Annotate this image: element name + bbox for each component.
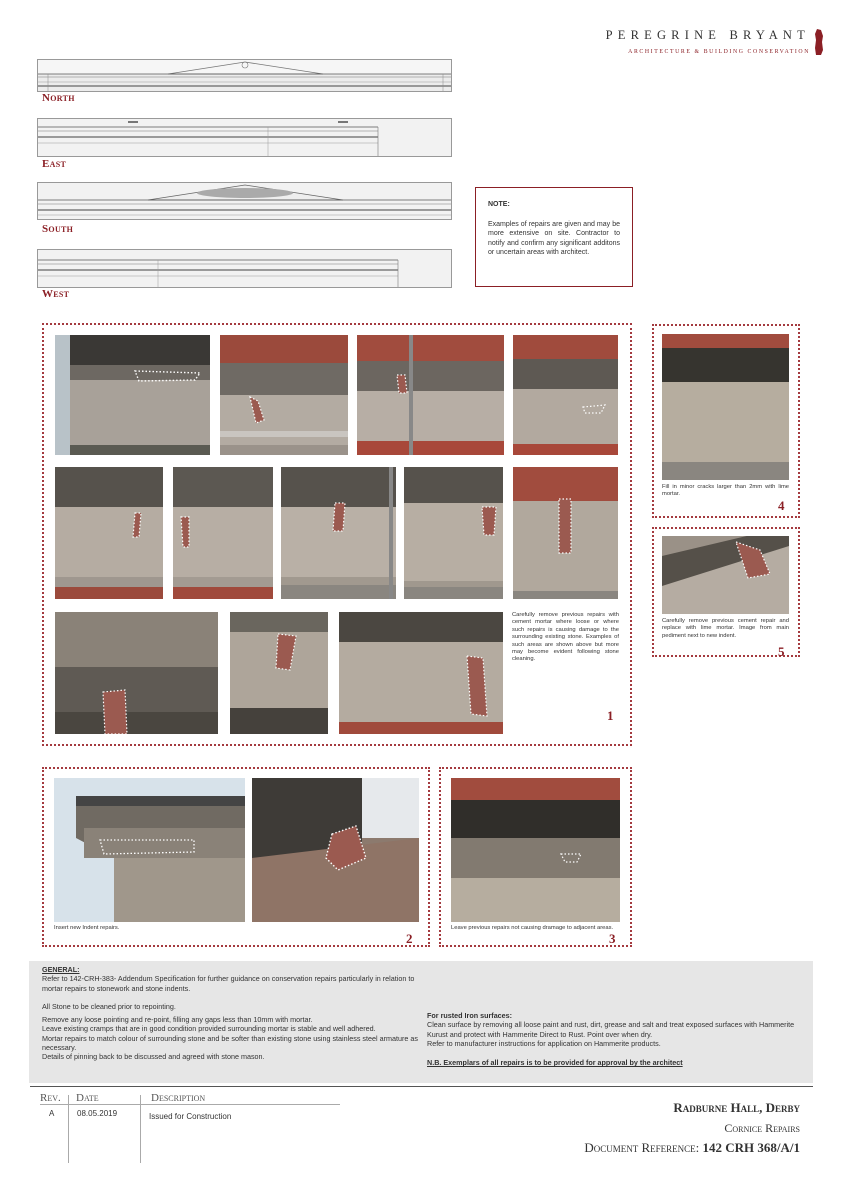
- iron-heading: For rusted Iron surfaces:: [427, 1011, 513, 1020]
- panel-1-number: 1: [607, 708, 614, 723]
- iron-line: Clean surface by removing all loose paint and rust, dirt, grease and salt and treat exposed surfaces with Hammerite Kurust and protect with Hammerite Direct to Rust. Point over when dry.: [427, 1020, 795, 1039]
- repair-photo: [513, 335, 618, 455]
- note-heading: NOTE:: [488, 201, 510, 208]
- iron-line: Refer to manufacturer instructions for application on Hammerite products.: [427, 1038, 661, 1048]
- south-label: South: [42, 223, 74, 235]
- general-line: Mortar repairs to match colour of surrounding stone and be softer than existing stone using stainless steel armature as necessary.: [42, 1033, 418, 1053]
- drawing-title: Cornice Repairs: [724, 1121, 800, 1135]
- west-label: West: [42, 288, 70, 300]
- date-heading: Date: [76, 1092, 99, 1104]
- panel-5-caption: Carefully remove previous cement repair and replace with lime mortar. Image from main pediment next to new indent.: [662, 618, 789, 639]
- general-heading: GENERAL:: [42, 965, 80, 974]
- general-notes: [29, 961, 813, 1083]
- south-elevation-drawing: [37, 182, 452, 220]
- general-line: Refer to 142-CRH-383- Addendum Specification for further guidance on conservation repairs particularly in relation to mortar repairs to stonework and stone indents.: [42, 974, 415, 993]
- brand-name: PEREGRINE BRYANT: [605, 28, 810, 42]
- west-elevation-drawing: [37, 249, 452, 288]
- panel-4-caption: Fill in minor cracks larger than 2mm with lime mortar.: [662, 484, 789, 498]
- repair-photo: [662, 536, 789, 614]
- date-value: 08.05.2019: [77, 1109, 118, 1118]
- general-line: Leave existing cramps that are in good condition provided surrounding mortar is stable and well adhered.: [42, 1024, 376, 1034]
- brand-block: [606, 28, 810, 55]
- north-label: North: [42, 92, 75, 104]
- general-line: All Stone to be cleaned prior to repointing.: [42, 1001, 176, 1011]
- repair-photo: [451, 778, 620, 922]
- falcon-logo-icon: [814, 28, 824, 56]
- repair-photo: [54, 778, 245, 922]
- repair-photo: [357, 335, 504, 455]
- repair-photo: [281, 467, 396, 599]
- repair-photo: [55, 467, 163, 599]
- note-box: [475, 187, 633, 287]
- panel-1-caption: Carefully remove previous repairs with cement mortar where loose or where such repairs is causing damage to the surrounding existing stone. Examples of such areas are shown above but more may become evident following stone cleaning.: [512, 612, 619, 663]
- panel-2-number: 2: [406, 931, 413, 946]
- column-divider: [140, 1095, 141, 1163]
- repair-photo: [252, 778, 419, 922]
- panel-3-number: 3: [609, 931, 616, 946]
- titleblock-header-rule: [40, 1104, 340, 1105]
- repair-photo: [220, 335, 348, 455]
- nb-note: N.B. Exemplars of all repairs is to be provided for approval by the architect: [427, 1058, 683, 1068]
- repair-photo: [55, 335, 210, 455]
- brand-tagline: ARCHITECTURE & BUILDING CONSERVATION: [628, 49, 810, 55]
- repair-photo: [662, 334, 789, 480]
- panel-5-number: 5: [778, 644, 785, 659]
- column-divider: [68, 1095, 69, 1163]
- rev-heading: Rev.: [40, 1092, 61, 1104]
- repair-photo: [513, 467, 618, 599]
- east-label: East: [42, 158, 67, 170]
- description-value: Issued for Construction: [149, 1112, 232, 1121]
- repair-photo: [404, 467, 503, 599]
- titleblock-divider: [30, 1086, 813, 1087]
- repair-photo: [230, 612, 328, 734]
- note-body: Examples of repairs are given and may be more extensive on site. Contractor to notify and confirm any significant additons or uncertain areas with architect.: [488, 221, 620, 256]
- repair-photo: [339, 612, 503, 734]
- panel-3-caption: Leave previous repairs not causing dramage to adjacent areas.: [451, 925, 614, 931]
- general-line: Details of pinning back to be discussed and agreed with stone mason.: [42, 1052, 265, 1062]
- description-heading: Description: [151, 1092, 206, 1104]
- east-elevation-drawing: [37, 118, 452, 157]
- document-reference-value: 142 CRH 368/A/1: [702, 1140, 800, 1155]
- document-reference: [584, 1140, 800, 1156]
- north-elevation-drawing: [37, 59, 452, 92]
- panel-2-caption: Insert new Indent repairs.: [54, 925, 120, 931]
- document-reference-label: Document Reference:: [584, 1140, 700, 1155]
- project-title: Radburne Hall, Derby: [673, 1100, 800, 1115]
- repair-photo: [55, 612, 218, 734]
- general-line: Remove any loose pointing and re-point, filling any gaps less than 10mm with mortar.: [42, 1015, 313, 1025]
- repair-photo: [173, 467, 273, 599]
- panel-4-number: 4: [778, 498, 785, 513]
- rev-value: A: [49, 1109, 55, 1118]
